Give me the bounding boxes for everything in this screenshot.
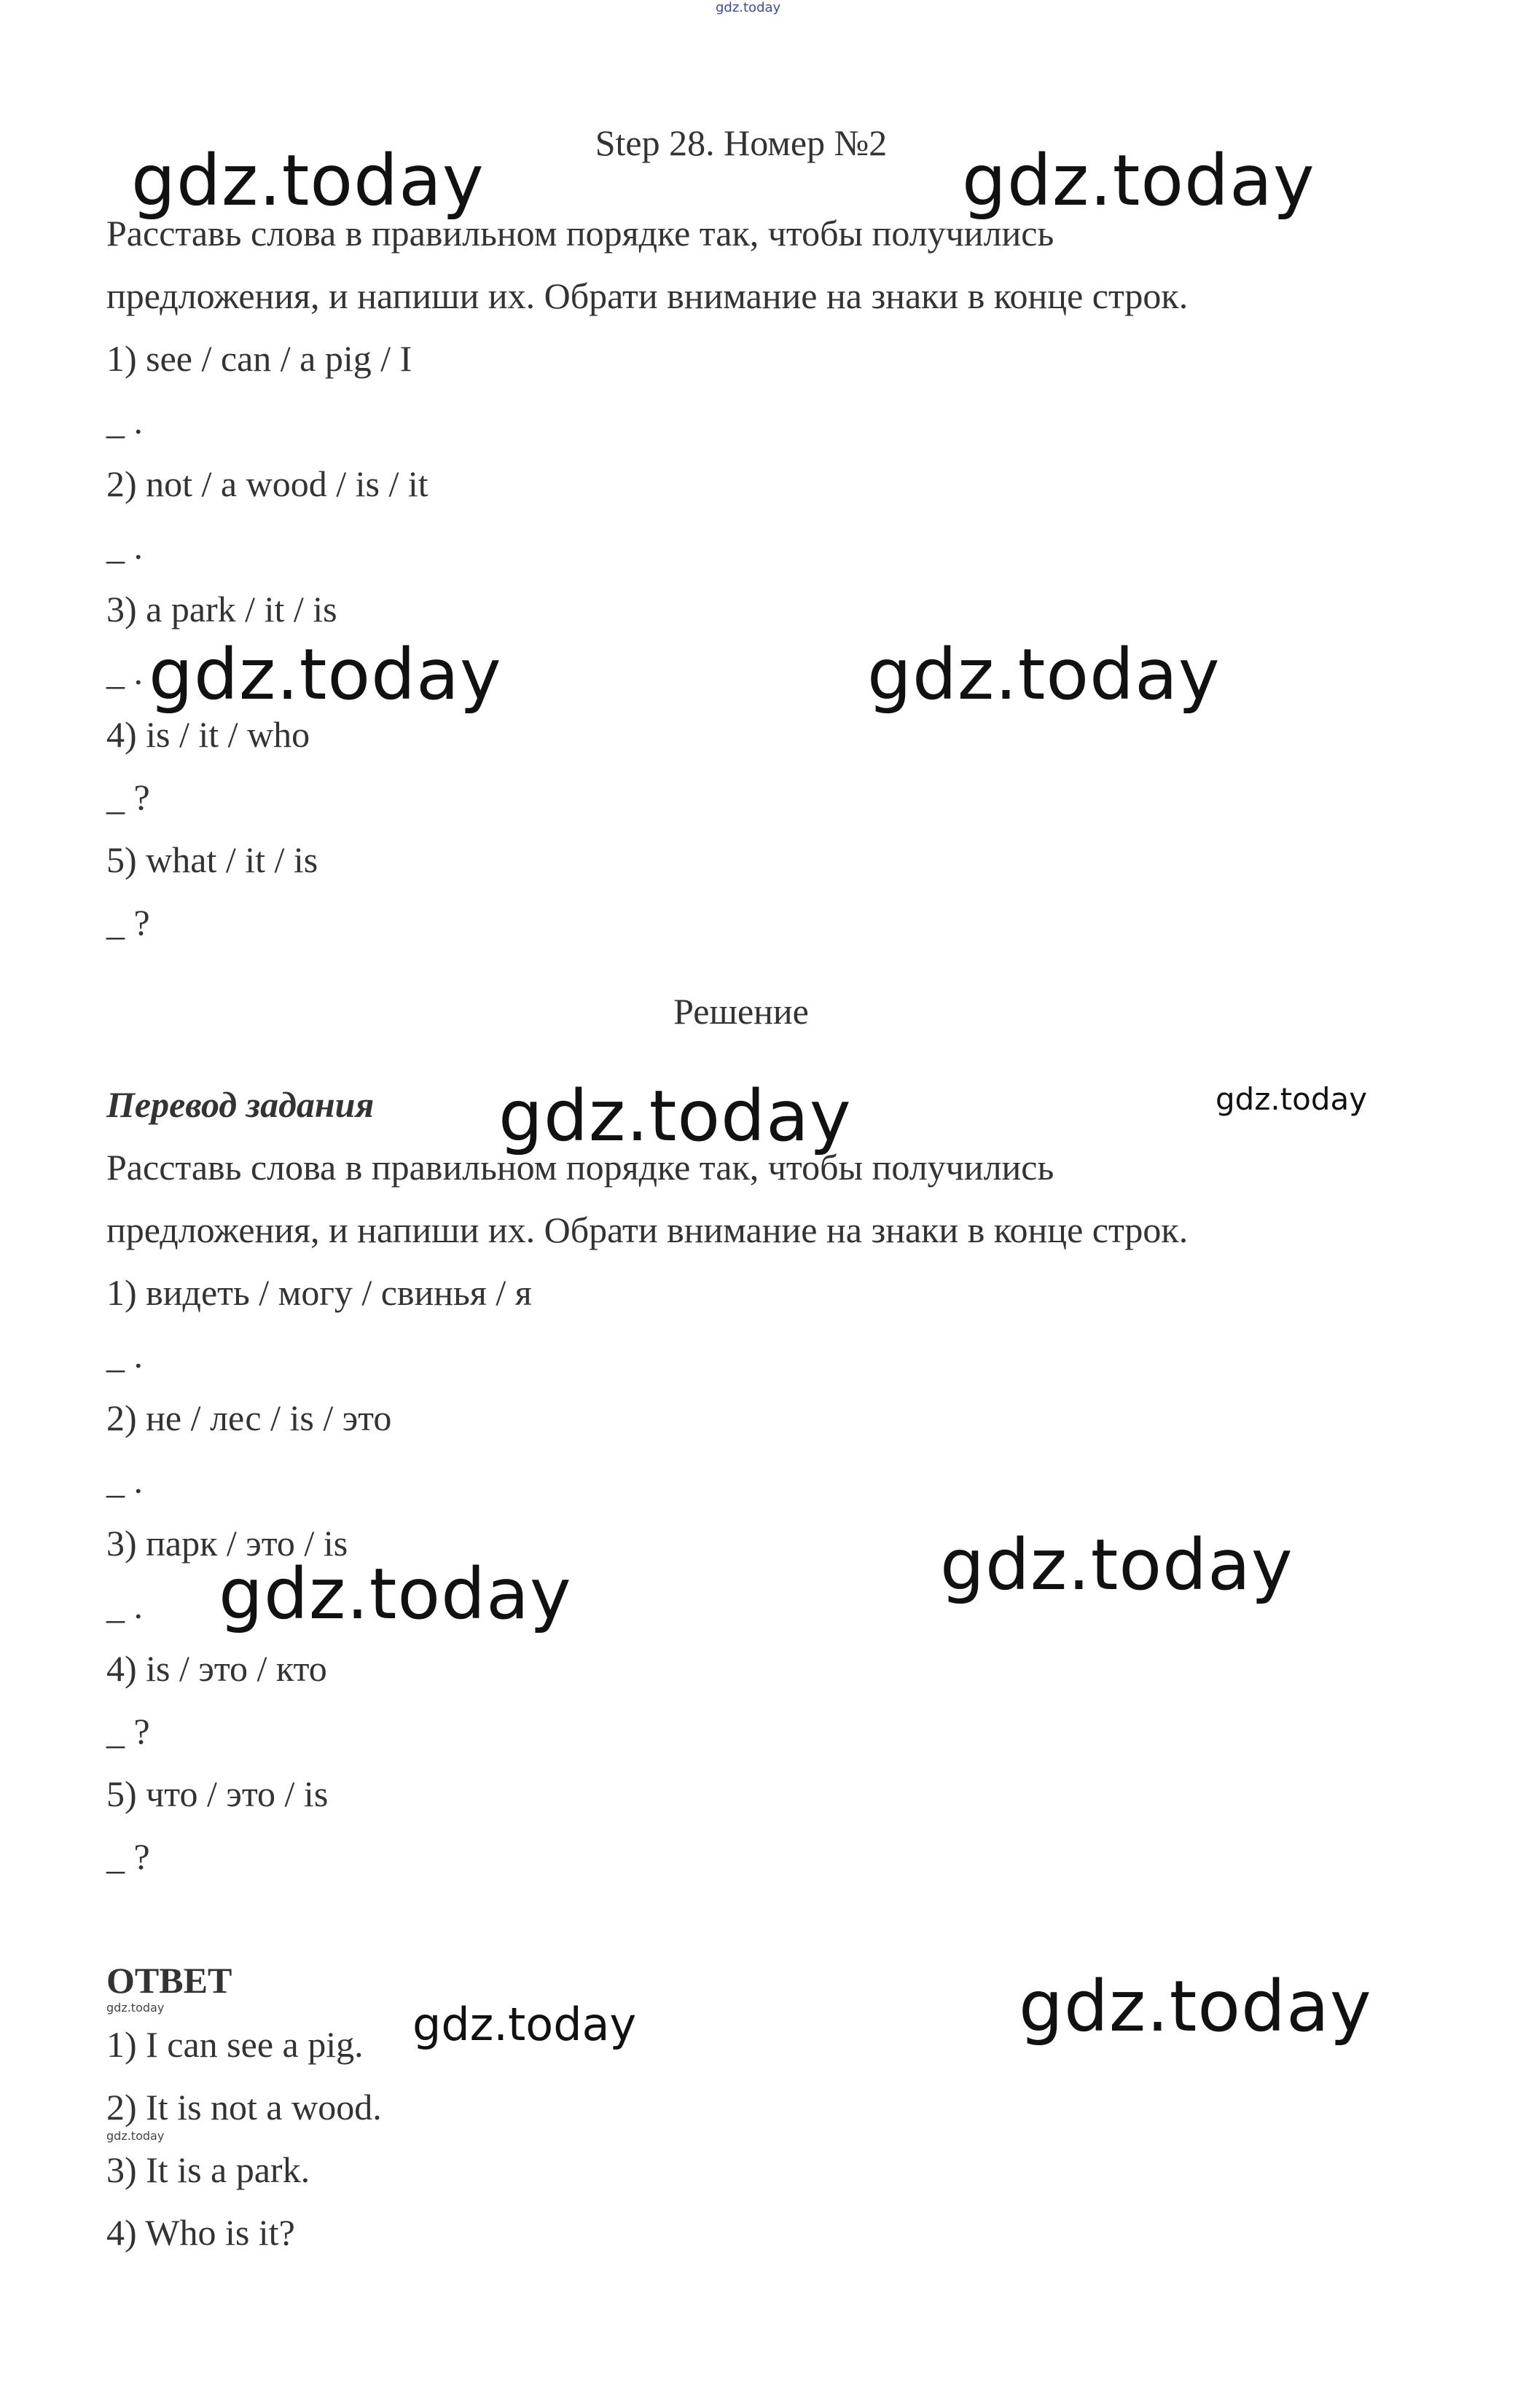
solution-item-4-words: 4) is / это / кто [106, 1648, 327, 1689]
answer-item-4: 4) Who is it? [106, 2212, 295, 2253]
task-item-2-blank: _ . [106, 526, 143, 567]
watermark-2: gdz.today [962, 140, 1315, 221]
watermark-4: gdz.today [867, 634, 1221, 715]
solution-item-3-words: 3) парк / это / is [106, 1523, 348, 1564]
solution-item-5-words: 5) что / это / is [106, 1773, 329, 1814]
answer-item-2: 2) It is not a wood. [106, 2087, 382, 2127]
watermark-1: gdz.today [131, 140, 485, 221]
solution-instruction-line-2: предложения, и напиши их. Обрати внимание на знаки в конце строк. [106, 1209, 1189, 1250]
watermark-7: gdz.today [940, 1524, 1293, 1606]
solution-item-2-blank: _ . [106, 1460, 143, 1501]
answer-heading: ОТВЕТ [106, 1960, 232, 2001]
task-item-5-blank: _ ? [106, 902, 150, 943]
task-item-3-blank: _ . [106, 651, 143, 692]
translation-heading: Перевод задания [106, 1084, 375, 1125]
solution-heading: Решение [673, 991, 809, 1032]
task-item-1-blank: _ . [106, 401, 143, 442]
watermark-12: gdz.today [106, 2129, 165, 2143]
task-item-3-words: 3) a park / it / is [106, 589, 337, 630]
answer-item-3: 3) It is a park. [106, 2149, 310, 2190]
task-item-1-words: 1) see / can / a pig / I [106, 338, 412, 379]
solution-item-5-blank: _ ? [106, 1836, 150, 1877]
solution-item-1-words: 1) видеть / могу / свинья / я [106, 1272, 532, 1313]
watermark-6: gdz.today [1215, 1081, 1368, 1117]
task-item-5-words: 5) what / it / is [106, 839, 318, 880]
solution-item-4-blank: _ ? [106, 1711, 150, 1752]
watermark-top: gdz.today [716, 0, 781, 15]
watermark-5: gdz.today [498, 1075, 852, 1157]
watermark-11: gdz.today [1019, 1966, 1372, 2047]
task-instruction-line-2: предложения, и напиши их. Обрати внимание на знаки в конце строк. [106, 275, 1189, 316]
solution-item-1-blank: _ . [106, 1335, 143, 1376]
watermark-9: gdz.today [106, 2001, 165, 2015]
watermark-8: gdz.today [219, 1553, 572, 1635]
watermark-3: gdz.today [149, 634, 502, 715]
page-title: Step 28. Номер №2 [595, 122, 888, 163]
task-item-4-words: 4) is / it / who [106, 714, 310, 755]
watermark-10: gdz.today [412, 1998, 637, 2051]
solution-item-2-words: 2) не / лес / is / это [106, 1397, 392, 1438]
task-instruction-line-1: Расставь слова в правильном порядке так, чтобы получились [106, 213, 1054, 254]
answer-item-1: 1) I can see a pig. [106, 2024, 364, 2065]
solution-item-3-blank: _ . [106, 1585, 143, 1626]
task-item-2-words: 2) not / a wood / is / it [106, 463, 428, 504]
solution-instruction-line-1: Расставь слова в правильном порядке так, чтобы получились [106, 1147, 1054, 1188]
task-item-4-blank: _ ? [106, 777, 150, 817]
